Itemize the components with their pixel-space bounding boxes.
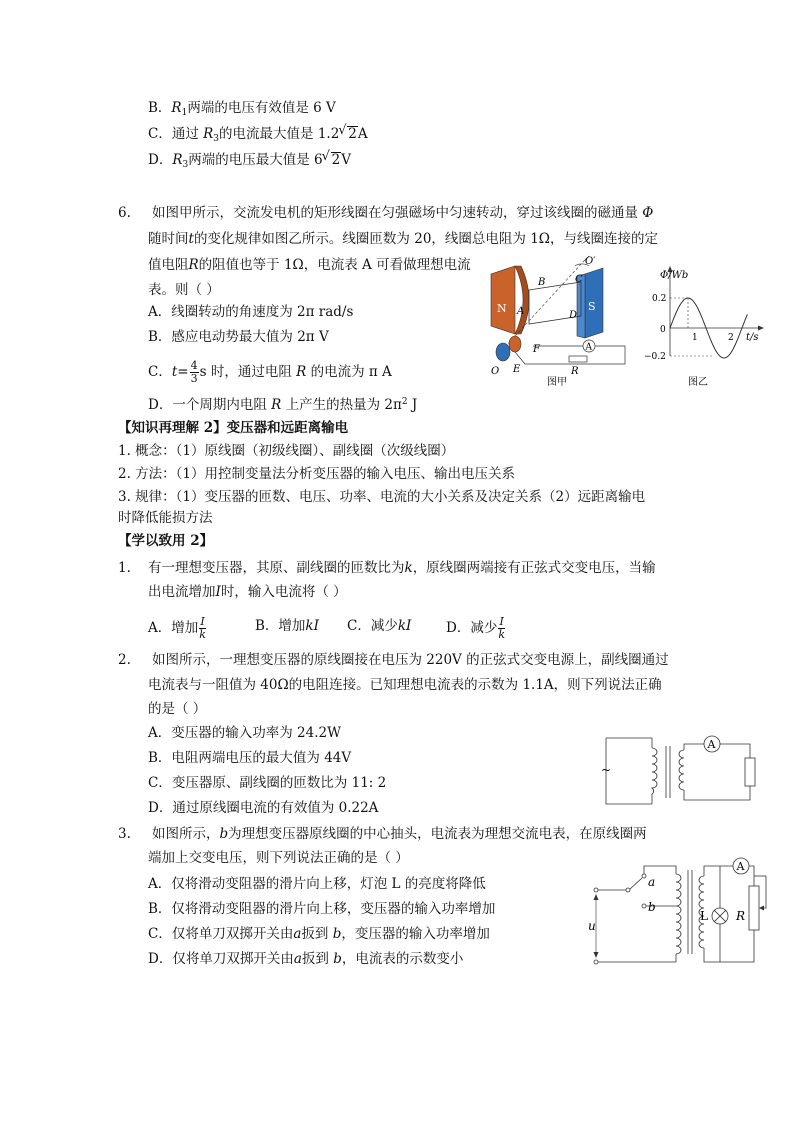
magnet-n-label: N xyxy=(497,302,507,315)
x-axis-label: t/s xyxy=(746,332,759,343)
p2-q3-line1: 如图所示，b为理想变压器原线圈的中心抽头，电流表为理想交流电表，在原线圈两 xyxy=(152,826,647,842)
p2-q2-option-c: C．变压器原、副线圈的匝数比为 11: 2 xyxy=(148,775,387,791)
p2-q3-option-a: A．仅将滑动变阻器的滑片向上移，灯泡 L 的亮度将降低 xyxy=(148,876,486,892)
knowledge-2-line4: 时降低能损方法 xyxy=(118,510,213,526)
p2-q1-line1: 有一理想变压器，其原、副线圈的匝数比为k，原线圈两端接有正弦式交变电压，当输 xyxy=(148,560,656,576)
knowledge-2-line3: 3. 规律：（1）变压器的匝数、电压、功率、电流的大小关系及决定关系（2）远距离输电 xyxy=(118,489,646,505)
p2-q3-option-c: C．仅将单刀双掷开关由a扳到 b，变压器的输入功率增加 xyxy=(148,926,490,942)
p2-q2-option-d: D．通过原线圈电流的有效值为 0.22A xyxy=(148,800,379,816)
label-d: D xyxy=(569,310,578,321)
switch-label-a: a xyxy=(648,875,656,889)
p2-q2-number: 2. xyxy=(118,652,131,668)
label-a: A xyxy=(517,306,525,317)
knowledge-2-line2: 2. 方法：（1）用控制变量法分析变压器的输入电压、输出电压关系 xyxy=(118,466,516,482)
ammeter-label: A xyxy=(585,342,592,353)
knowledge-2-line1: 1. 概念：（1）原线圈（初级线圈）、副线圈（次级线圈） xyxy=(118,443,455,459)
p2-q3-option-d: D．仅将单刀双掷开关由a扳到 b，电流表的示数变小 xyxy=(148,951,464,967)
q6-stem-line2: 随时间t的变化规律如图乙所示。线圈匝数为 20，线圈总电阻为 1Ω，与线圈连接的定 xyxy=(148,231,658,247)
q6-stem-line4: 表。则（ ） xyxy=(148,282,220,298)
q6-stem-line3: 值电阻R的阻值也等于 1Ω，电流表 A 可看做理想电流 xyxy=(148,257,471,273)
label-r: R xyxy=(571,366,579,377)
generator-figure xyxy=(485,252,635,392)
q6-option-b: B．感应电动势最大值为 2π V xyxy=(148,329,329,345)
practice-2-title: 【学以致用 2】 xyxy=(118,533,214,549)
q6-option-d: D．一个周期内电阻 R 上产生的热量为 $2\pi^2$ J xyxy=(148,397,418,413)
transformer-figure-q2 xyxy=(600,732,760,812)
rheostat-label-r: R xyxy=(736,909,746,923)
origin-label: 0 xyxy=(660,325,666,335)
figure-jia-caption: 图甲 xyxy=(547,377,567,388)
q6-option-c: C．t= $\frac{4}{3}$ s 时，通过电阻 R 的电流为 π A xyxy=(148,359,392,385)
q6-number: 6. xyxy=(118,205,131,221)
p2-q1-number: 1. xyxy=(118,560,131,576)
q6-stem-line1: 如图甲所示，交流发电机的矩形线圈在匀强磁场中匀速转动，穿过该线圈的磁通量 Φ xyxy=(152,205,654,221)
label-o: O xyxy=(491,366,500,377)
y-axis-label: Φ/Wb xyxy=(660,270,689,281)
q5-option-b: B．$R_1$两端的电压有效值是 6 V xyxy=(148,100,336,118)
p2-q3-line2: 端加上交变电压，则下列说法正确的是（ ） xyxy=(148,850,409,866)
ac-source-symbol: ~ xyxy=(601,763,612,777)
q5-option-d: D．$R_3$两端的电压最大值是 6√ 2V xyxy=(148,150,351,170)
p2-q3-number: 3. xyxy=(118,826,131,842)
figure-yi-caption: 图乙 xyxy=(688,377,708,388)
label-o-prime: O′ xyxy=(585,256,596,267)
x-tick-1: 1 xyxy=(692,333,698,343)
p2-q1-option-c: C．减少kI xyxy=(347,618,412,634)
p2-q2-line2: 电流表与一阻值为 40Ω的电阻连接。已知理想电流表的示数为 1.1A，则下列说法正确 xyxy=(148,677,662,693)
p2-q1-option-a: A．增加 $\frac{I}{k}$ xyxy=(148,615,206,641)
flux-graph xyxy=(644,262,770,392)
p2-q2-line3: 的是（ ） xyxy=(148,701,207,717)
p2-q2-line1: 如图所示，一理想变压器的原线圈接在电压为 220V 的正弦式交变电源上，副线圈通过 xyxy=(152,652,669,668)
magnet-s-label: S xyxy=(588,300,596,313)
q6-option-a: A．线圈转动的角速度为 2π rad/s xyxy=(148,304,354,320)
knowledge-2-title: 【知识再理解 2】变压器和远距离输电 xyxy=(118,420,349,436)
p2-q2-option-a: A．变压器的输入功率为 24.2W xyxy=(148,725,341,741)
p2-q1-option-b: B．增加kI xyxy=(255,618,319,634)
voltage-label-u: u xyxy=(588,919,596,933)
y-tick-bottom: −0.2 xyxy=(644,352,666,362)
label-b: B xyxy=(538,277,546,288)
q5-option-c: C．通过 $R_3$的电流最大值是 1.2√ 2A xyxy=(148,124,368,144)
fraction-4-3: $\frac{4}{3}$ xyxy=(190,359,198,385)
transformer-figure-q3 xyxy=(588,856,768,968)
x-tick-2: 2 xyxy=(728,333,734,343)
p2-q1-option-d: D．减少 $\frac{I}{k}$ xyxy=(446,615,505,641)
q2-ammeter-label: A xyxy=(707,738,716,751)
label-c: C xyxy=(575,274,583,285)
q3-ammeter-label: A xyxy=(736,860,745,873)
p2-q1-line2: 出电流增加I时，输入电流将（ ） xyxy=(148,584,347,600)
p2-q3-option-b: B．仅将滑动变阻器的滑片向上移，变压器的输入功率增加 xyxy=(148,901,496,917)
y-tick-top: 0.2 xyxy=(652,294,667,304)
label-e: E xyxy=(513,364,521,375)
lamp-label-l: L xyxy=(700,909,708,923)
switch-label-b: b xyxy=(648,900,656,914)
p2-q2-option-b: B．电阻两端电压的最大值为 44V xyxy=(148,750,352,766)
label-f: F xyxy=(533,344,540,355)
